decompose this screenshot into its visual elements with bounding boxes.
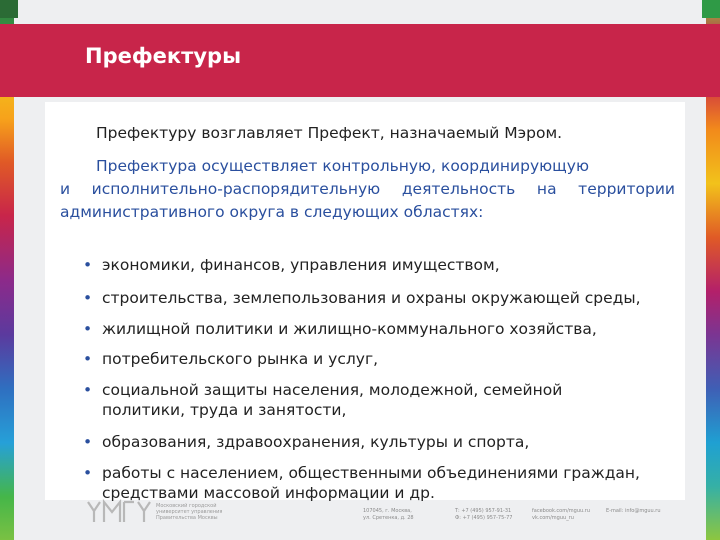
footer-phones: Т: +7 (495) 957-91-31 Ф: +7 (495) 957-75-77 <box>455 508 513 521</box>
bullet-icon: • <box>83 256 93 274</box>
list-item: • образования, здравоохранения, культуры и спорта, <box>83 433 530 451</box>
list-item: • экономики, финансов, управления имуществом, <box>83 256 500 274</box>
lead-line-1: Префектура осуществляет контрольную, координирующую <box>96 157 589 175</box>
footer-web-links[interactable]: facebook.com/mguu.ru vk.com/mguu_ru <box>532 508 590 521</box>
bullet-icon: • <box>83 289 93 307</box>
corner-accent-left <box>0 0 18 18</box>
footer-org-name: Московский городской университет управления Правительства Москвы <box>156 503 223 521</box>
lead-line-3: административного округа в следующих областях: <box>60 203 484 221</box>
list-item: • социальной защиты населения, молодежной, семейной политики, труда и занятости, <box>83 381 563 419</box>
lead-paragraph <box>60 155 675 224</box>
slide-title: Префектуры <box>85 44 242 68</box>
list-item: • работы с населением, общественными объединениями граждан, средствами массовой информации и др. <box>83 464 640 502</box>
list-item: • потребительского рынка и услуг, <box>83 350 379 368</box>
footer-email[interactable]: E-mail: info@mguu.ru <box>606 508 661 514</box>
intro-paragraph: Префектуру возглавляет Префект, назначаемый Мэром. <box>96 124 563 142</box>
bullet-icon: • <box>83 350 93 368</box>
bullet-icon: • <box>83 433 93 451</box>
lead-line-2: и исполнительно-распорядительную деятельность на территории <box>60 180 675 198</box>
list-item: • строительства, землепользования и охраны окружающей среды, <box>83 289 641 307</box>
corner-accent-right <box>702 0 720 18</box>
university-logo <box>86 499 152 525</box>
bullet-icon: • <box>83 381 93 399</box>
list-item: • жилищной политики и жилищно-коммунального хозяйства, <box>83 320 597 338</box>
footer-address: 107045, г. Москва, ул. Сретенка, д. 28 <box>363 508 414 521</box>
bullet-icon: • <box>83 464 93 482</box>
bullet-icon: • <box>83 320 93 338</box>
